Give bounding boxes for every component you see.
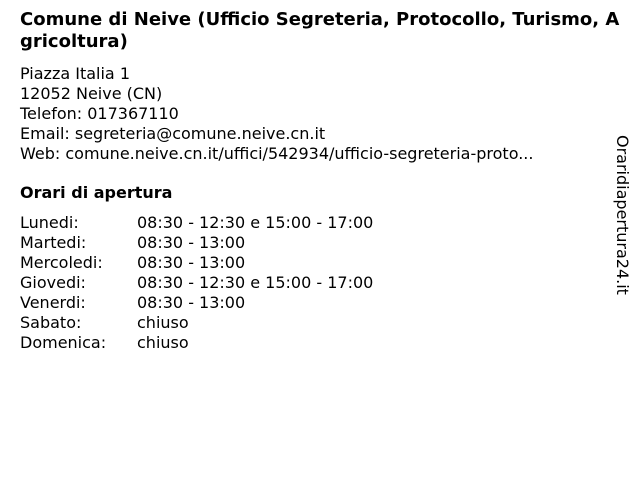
site-watermark: Oraridiapertura24.it (613, 135, 632, 295)
phone-number: Telefon: 017367110 (20, 104, 179, 123)
website-url: Web: comune.neive.cn.it/uffici/542934/ufficio-segreteria-proto... (20, 144, 534, 163)
time-value: 08:30 - 13:00 (137, 253, 246, 272)
day-label: Sabato: (20, 313, 82, 332)
time-value: 08:30 - 12:30 e 15:00 - 17:00 (137, 273, 374, 292)
time-value: 08:30 - 13:00 (137, 233, 246, 252)
opening-hours-heading: Orari di apertura (20, 183, 173, 202)
day-label: Domenica: (20, 333, 107, 352)
time-value: chiuso (137, 313, 189, 332)
contact-block (20, 64, 533, 164)
day-label: Martedi: (20, 233, 87, 252)
day-label: Mercoledi: (20, 253, 103, 272)
day-label: Venerdi: (20, 293, 86, 312)
street-address: Piazza Italia 1 (20, 64, 130, 83)
time-value: 08:30 - 13:00 (137, 293, 246, 312)
page-title: Comune di Neive (Ufficio Segreteria, Protocollo, Turismo, Agricoltura) (20, 9, 620, 52)
day-label: Lunedi: (20, 213, 79, 232)
day-label: Giovedi: (20, 273, 86, 292)
city-address: 12052 Neive (CN) (20, 84, 163, 103)
time-value: chiuso (137, 333, 189, 352)
email-address: Email: segreteria@comune.neive.cn.it (20, 124, 326, 143)
time-value: 08:30 - 12:30 e 15:00 - 17:00 (137, 213, 374, 232)
